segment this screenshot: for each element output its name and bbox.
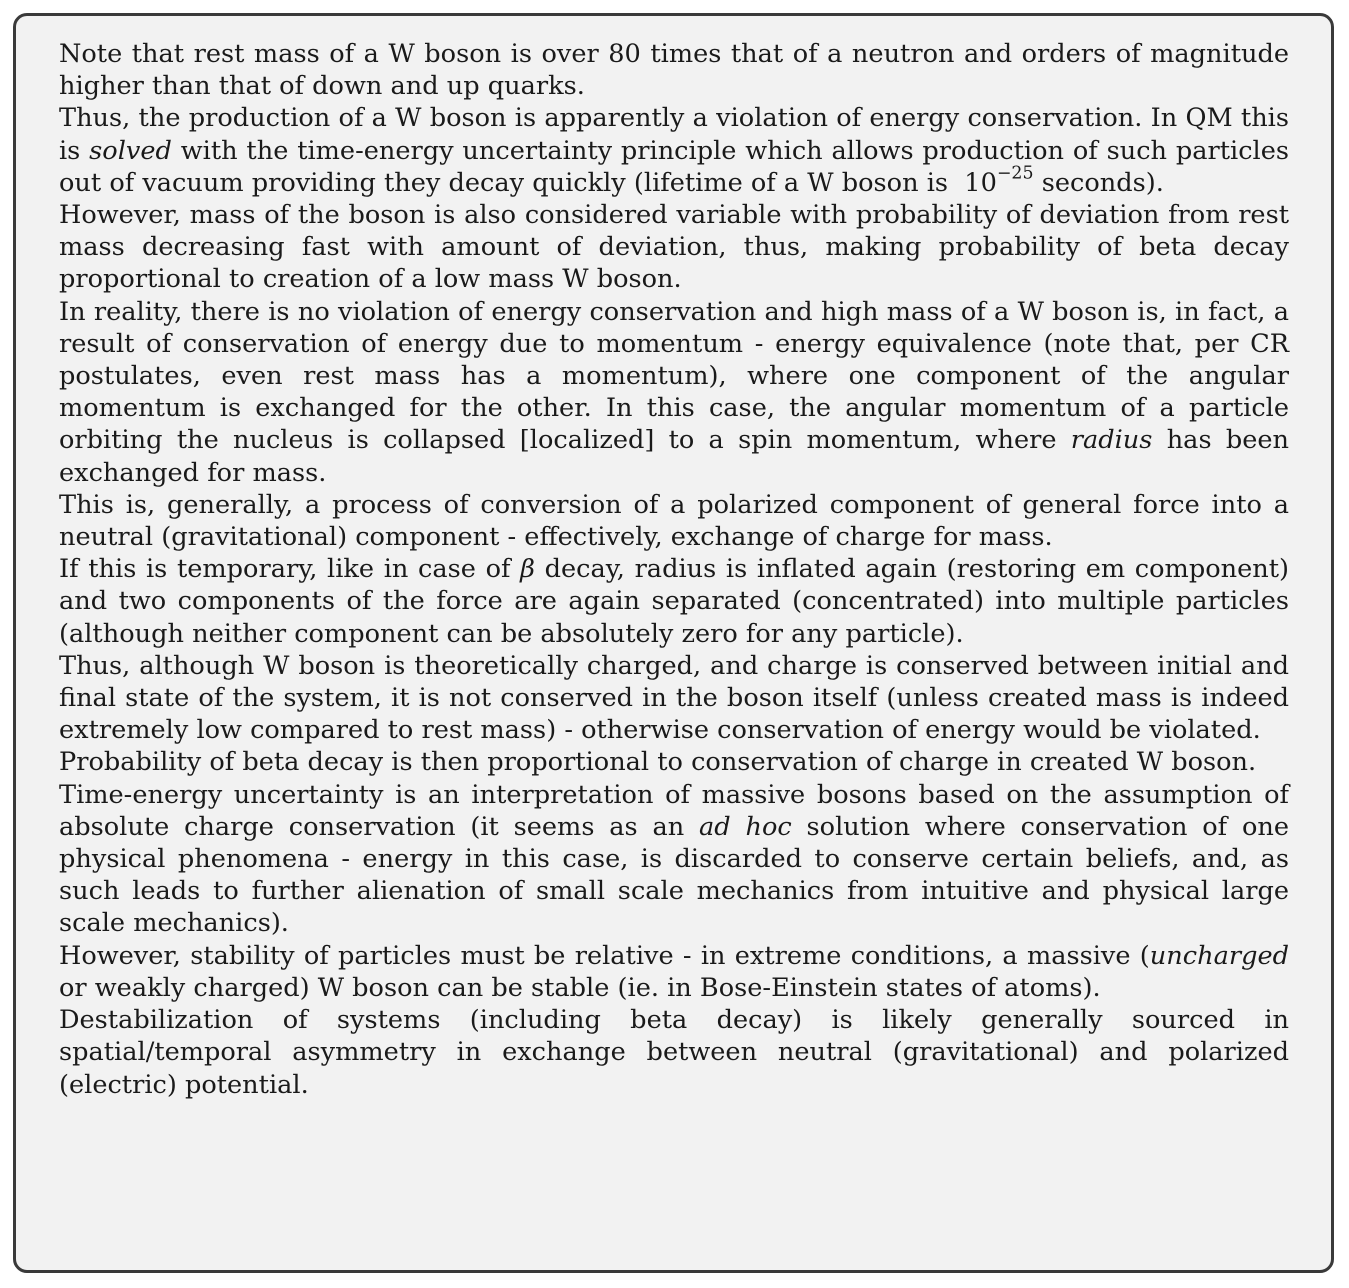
- text-segment: Thus, although W boson is theoretically charged, and charge is conserved between initial and final state of the system, it is not conserved in the boson itself (unless created mass is indeed extremely low compared to rest mass) - otherwise conservation of energy would be violated.: [59, 650, 1289, 746]
- paragraph: [59, 650, 1289, 747]
- text-segment: In reality, there is no violation of energy conservation and high mass of a W boson is, in fact, a result of conservation of energy due to momentum - energy equivalence (note that, per CR postulates, even rest mass has a momentum), where one component of the angular momentum is exchanged for the other. In this case, the angular momentum of a particle orbiting the nucleus is collapsed [localized] to a spin momentum, where: [59, 296, 1289, 456]
- text-segment: Thus, the production of a W boson is apparently a violation of energy conservation. In QM this is: [59, 103, 1289, 166]
- text-segment: Probability of beta decay is then proportional to conservation of charge in created W boson.: [59, 747, 1257, 778]
- text-segment: Time-energy uncertainty is an interpretation of massive bosons based on the assumption of absolute charge conservation (it seems as an: [59, 779, 1289, 842]
- body-text: [59, 38, 1289, 1101]
- italic-term: ad hoc: [699, 811, 792, 842]
- paragraph: [59, 1004, 1289, 1101]
- text-segment: decay, radius is inflated again (restoring em component) and two components of the force are again separated (concentrated) into multiple particles (although neither component can be absolutely zero for any particle).: [59, 554, 1289, 649]
- paragraph: [59, 489, 1289, 553]
- text-segment: or weakly charged) W boson can be stable (ie. in Bose-Einstein states of atoms).: [59, 972, 1101, 1003]
- exponent: −25: [996, 163, 1034, 184]
- paragraph: [59, 199, 1289, 296]
- text-segment: This is, generally, a process of conversion of a polarized component of general force into a neutral (gravitational) component - effectively, exchange of charge for mass.: [59, 489, 1289, 553]
- paragraph: [59, 102, 1289, 199]
- text-segment: If this is temporary, like in case of: [59, 554, 521, 585]
- text-box: [13, 13, 1334, 1273]
- italic-term: radius: [1070, 425, 1153, 456]
- text-segment: with the time-energy uncertainty principle which allows production of such particles out of vacuum providing they decay quickly (lifetime of a W boson is 10: [59, 135, 1289, 198]
- paragraph: [59, 940, 1289, 1004]
- text-segment: However, stability of particles must be relative - in extreme conditions, a massive (: [59, 940, 1150, 971]
- paragraph: [59, 746, 1289, 778]
- italic-term: solved: [89, 135, 172, 166]
- text-segment: However, mass of the boson is also considered variable with probability of deviation from rest mass decreasing fast with amount of deviation, thus, making probability of beta decay proportional to creation of a low mass W boson.: [59, 200, 1289, 295]
- paragraph: [59, 779, 1289, 940]
- paragraph: [59, 296, 1289, 489]
- text-segment: Note that rest mass of a W boson is over 80 times that of a neutron and orders of magnitude higher than that of down and up quarks.: [59, 39, 1289, 102]
- italic-term: uncharged: [1149, 940, 1289, 971]
- beta-symbol: β: [520, 554, 535, 585]
- text-segment: has been exchanged for mass.: [59, 425, 1290, 488]
- paragraph: [59, 38, 1289, 102]
- text-segment: Destabilization of systems (including beta decay) is likely generally sourced in spatial/temporal asymmetry in exchange between neutral (gravitational) and polarized (electric) potential.: [59, 1005, 1289, 1100]
- text-segment: solution where conservation of one physical phenomena - energy in this case, is discarded to conserve certain beliefs, and, as such leads to further alienation of small scale mechanics from intuitive and physical large scale mechanics).: [59, 811, 1289, 939]
- paragraph: [59, 553, 1289, 650]
- text-segment: seconds).: [1033, 167, 1164, 198]
